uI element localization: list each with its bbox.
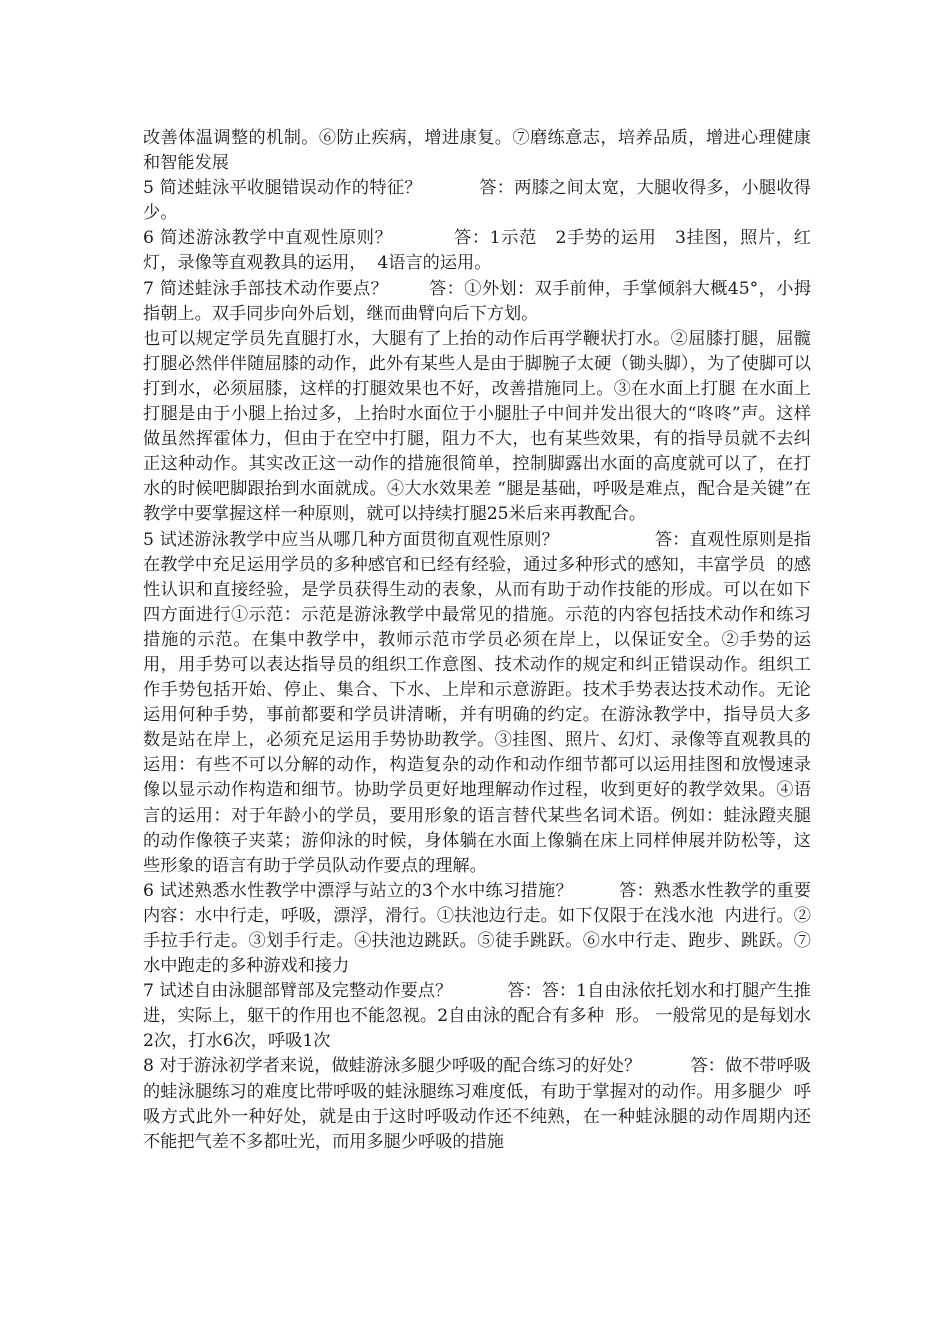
paragraph-essay-7-freestyle: 7 试述自由泳腿部臂部及完整动作要点？ 答：答：1自由泳依托划水和打腿产生推进，实际上，躯干的作用也不能忽视。2自由泳的配合有多种 形。 一般常见的是每划水2次，打水6次，呼吸1次 [143,981,811,1052]
paragraph-essay-6-water-familiarity: 6 试述熟悉水性教学中漂浮与站立的3个水中练习措施？ 答：熟悉水性教学的重要内容：水中行走，呼吸，漂浮，滑行。①扶池边行走。如下仅限于在浅水池 内进行。②手拉手行走。③划手行走。④扶池边跳跃。⑤徒手跳跃。⑥水中行走、跑步、跳跃。⑦水中跑走的多种游戏和接力 [143,880,811,977]
paragraph-essay-8-breathing: 8 对于游泳初学者来说，做蛙游泳多腿少呼吸的配合练习的好处？ 答：做不带呼吸的蛙泳腿练习的难度比带呼吸的蛙泳腿练习难度低，有助于掌握对的动作。用多腿少 呼吸方式此外一种好处，就是由于这时呼吸动作还不纯熟，在一种蛙泳腿的动作周期内还不能把气差不多都吐光，而用多腿少呼吸的措施 [143,1056,811,1152]
paragraph-question-6-visual-principle: 6 简述游泳教学中直观性原则？ 答：1示范 2手势的运用 3挂图，照片，红灯，录像等直观教具的运用， 4语言的运用。 [143,228,811,274]
paragraph-question-5-breaststroke-kick: 5 简述蛙泳平收腿错误动作的特征？ 答：两膝之间太宽，大腿收得多，小腿收得少。 [143,178,811,224]
paragraph-question-7-arm-technique: 7 简述蛙泳手部技术动作要点？ 答：①外划：双手前伸，手掌倾斜大概45°，小拇指朝上。双手同步向外后划，继而曲臂向后下方划。 [143,278,811,324]
paragraph-kick-corrections: 也可以规定学员先直腿打水，大腿有了上抬的动作后再学鞭状打水。②屈膝打腿，屈髋打腿必然伴伴随屈膝的动作，此外有某些人是由于脚腕子太硬（锄头脚），为了使脚可以打到水，必须屈膝，这样的打腿效果也不好，改善措施同上。③在水面上打腿 在水面上打腿是由于小腿上抬过多，上抬时水面位于小腿肚子中间并发出很大的“咚咚”声。这样做虽然挥霍体力，但由于在空中打腿，阻力不大，也有某些效果，有的指导员就不去纠正这种动作。其实改正这一动作的措施很简单，控制脚露出水面的高度就可以了，在打水的时候吧脚跟抬到水面就成。④大水效果差 “腿是基础，呼吸是难点，配合是关键”在教学中要掌握这样一种原则，就可以持续打腿25米后来再教配合。 [143,328,811,525]
document-page [143,126,811,1155]
paragraph-intro-continuation: 改善体温调整的机制。⑥防止疾病，增进康复。⑦磨练意志，培养品质，增进心理健康和智能发展 [143,128,811,174]
paragraph-essay-5-visual-principle: 5 试述游泳教学中应当从哪几种方面贯彻直观性原则？ 答：直观性原则是指在教学中充足运用学员的多种感官和已经有经验，通过多种形式的感知，丰富学员 的感性认识和直接经验，是学员获得生动的表象，从而有助于动作技能的形成。可以在如下四方面进行①示范：示范是游泳教学中最常见的措施。示范的内容包括技术动作和练习措施的示范。在集中教学中，教师示范市学员必须在岸上，以保证安全。②手势的运用，用手势可以表达指导员的组织工作意图、技术动作的规定和纠正错误动作。组织工作手势包括开始、停止、集合、下水、上岸和示意游距。技术手势表达技术动作。无论运用何种手势，事前都要和学员讲清晰，并有明确的约定。在游泳教学中，指导员大多数是站在岸上，必须充足运用手势协助教学。③挂图、照片、幻灯、录像等直观教具的运用：有些不可以分解的动作，构造复杂的动作和动作细节都可以运用挂图和放慢速录像以显示动作构造和细节。协助学员更好地理解动作过程，收到更好的教学效果。④语言的运用：对于年龄小的学员，要用形象的语言替代某些名词术语。例如：蛙泳蹬夹腿的动作像筷子夹菜；游仰泳的时候，身体躺在水面上像躺在床上同样伸展并防松等，这些形象的语言有助于学员队动作要点的理解。 [143,529,811,876]
